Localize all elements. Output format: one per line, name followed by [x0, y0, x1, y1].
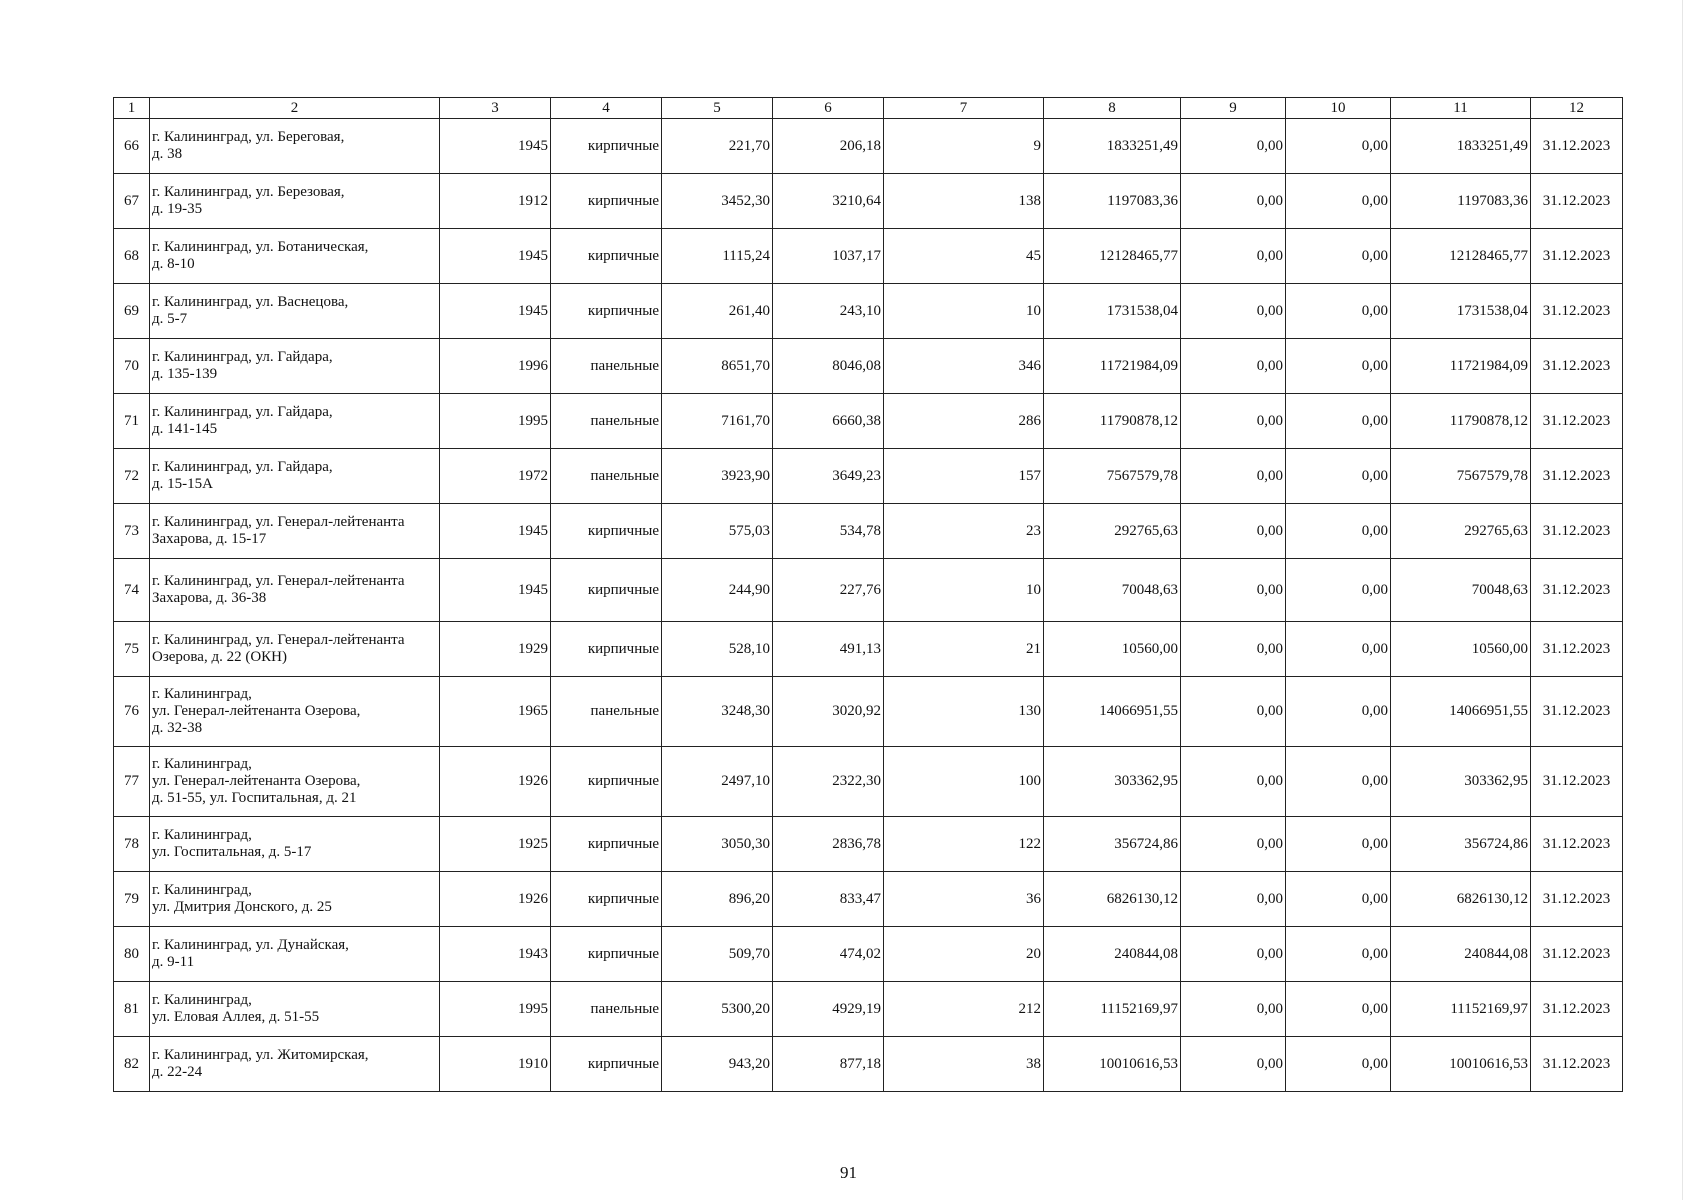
header-cell: 8: [1044, 98, 1181, 119]
residents-cell: 45: [884, 229, 1044, 284]
total-cost-cell: 11152169,97: [1391, 982, 1531, 1037]
value-cell: 0,00: [1286, 394, 1391, 449]
deadline-date-cell: 31.12.2023: [1531, 394, 1623, 449]
total-cost-cell: 11790878,12: [1391, 394, 1531, 449]
deadline-date-cell: 31.12.2023: [1531, 927, 1623, 982]
cost-cell: 7567579,78: [1044, 449, 1181, 504]
residents-cell: 346: [884, 339, 1044, 394]
cost-cell: 11721984,09: [1044, 339, 1181, 394]
table-row: [114, 119, 1623, 174]
row-number: 82: [114, 1037, 150, 1092]
wall-material-cell: кирпичные: [551, 927, 662, 982]
row-number: 70: [114, 339, 150, 394]
deadline-date-cell: 31.12.2023: [1531, 982, 1623, 1037]
year-cell: 1995: [440, 394, 551, 449]
cost-cell: 1833251,49: [1044, 119, 1181, 174]
value-cell: 0,00: [1181, 982, 1286, 1037]
value-cell: 0,00: [1181, 559, 1286, 622]
cost-cell: 10010616,53: [1044, 1037, 1181, 1092]
row-number: 68: [114, 229, 150, 284]
total-area-cell: 2497,10: [662, 747, 773, 817]
living-area-cell: 833,47: [773, 872, 884, 927]
cost-cell: 11152169,97: [1044, 982, 1181, 1037]
residents-cell: 100: [884, 747, 1044, 817]
address-cell: г. Калининград, ул. Гайдара, д. 15-15А: [150, 449, 440, 504]
address-cell: г. Калининград, ул. Береговая, д. 38: [150, 119, 440, 174]
wall-material-cell: кирпичные: [551, 229, 662, 284]
deadline-date-cell: 31.12.2023: [1531, 559, 1623, 622]
deadline-date-cell: 31.12.2023: [1531, 817, 1623, 872]
table-row: [114, 622, 1623, 677]
deadline-date-cell: 31.12.2023: [1531, 119, 1623, 174]
header-cell: 11: [1391, 98, 1531, 119]
table-row: [114, 284, 1623, 339]
living-area-cell: 243,10: [773, 284, 884, 339]
residents-cell: 212: [884, 982, 1044, 1037]
living-area-cell: 8046,08: [773, 339, 884, 394]
total-area-cell: 5300,20: [662, 982, 773, 1037]
living-area-cell: 2836,78: [773, 817, 884, 872]
row-number: 74: [114, 559, 150, 622]
address-cell: г. Калининград, ул. Госпитальная, д. 5-17: [150, 817, 440, 872]
table-row: [114, 559, 1623, 622]
address-cell: г. Калининград, ул. Генерал-лейтенанта Захарова, д. 15-17: [150, 504, 440, 559]
header-row: [114, 98, 1623, 119]
total-area-cell: 244,90: [662, 559, 773, 622]
residents-cell: 36: [884, 872, 1044, 927]
cost-cell: 70048,63: [1044, 559, 1181, 622]
wall-material-cell: панельные: [551, 394, 662, 449]
value-cell: 0,00: [1286, 1037, 1391, 1092]
year-cell: 1926: [440, 872, 551, 927]
wall-material-cell: кирпичные: [551, 817, 662, 872]
value-cell: 0,00: [1181, 817, 1286, 872]
residents-cell: 130: [884, 677, 1044, 747]
total-cost-cell: 1731538,04: [1391, 284, 1531, 339]
value-cell: 0,00: [1286, 622, 1391, 677]
total-area-cell: 3050,30: [662, 817, 773, 872]
residents-cell: 122: [884, 817, 1044, 872]
row-number: 66: [114, 119, 150, 174]
total-area-cell: 575,03: [662, 504, 773, 559]
total-cost-cell: 240844,08: [1391, 927, 1531, 982]
year-cell: 1965: [440, 677, 551, 747]
total-area-cell: 3923,90: [662, 449, 773, 504]
address-cell: г. Калининград, ул. Васнецова, д. 5-7: [150, 284, 440, 339]
row-number: 77: [114, 747, 150, 817]
year-cell: 1945: [440, 284, 551, 339]
address-cell: г. Калининград, ул. Дунайская, д. 9-11: [150, 927, 440, 982]
value-cell: 0,00: [1181, 284, 1286, 339]
value-cell: 0,00: [1181, 119, 1286, 174]
total-area-cell: 261,40: [662, 284, 773, 339]
year-cell: 1943: [440, 927, 551, 982]
table-row: [114, 817, 1623, 872]
living-area-cell: 534,78: [773, 504, 884, 559]
year-cell: 1926: [440, 747, 551, 817]
deadline-date-cell: 31.12.2023: [1531, 1037, 1623, 1092]
header-cell: 7: [884, 98, 1044, 119]
year-cell: 1945: [440, 559, 551, 622]
total-area-cell: 1115,24: [662, 229, 773, 284]
table-row: [114, 449, 1623, 504]
cost-cell: 11790878,12: [1044, 394, 1181, 449]
value-cell: 0,00: [1286, 449, 1391, 504]
residents-cell: 38: [884, 1037, 1044, 1092]
cost-cell: 10560,00: [1044, 622, 1181, 677]
wall-material-cell: кирпичные: [551, 872, 662, 927]
deadline-date-cell: 31.12.2023: [1531, 747, 1623, 817]
living-area-cell: 6660,38: [773, 394, 884, 449]
total-area-cell: 8651,70: [662, 339, 773, 394]
cost-cell: 1731538,04: [1044, 284, 1181, 339]
total-area-cell: 509,70: [662, 927, 773, 982]
header-cell: 12: [1531, 98, 1623, 119]
living-area-cell: 4929,19: [773, 982, 884, 1037]
total-cost-cell: 12128465,77: [1391, 229, 1531, 284]
value-cell: 0,00: [1181, 504, 1286, 559]
header-cell: 4: [551, 98, 662, 119]
address-cell: г. Калининград, ул. Житомирская, д. 22-24: [150, 1037, 440, 1092]
total-cost-cell: 7567579,78: [1391, 449, 1531, 504]
table-body: [114, 119, 1623, 1092]
deadline-date-cell: 31.12.2023: [1531, 622, 1623, 677]
total-cost-cell: 70048,63: [1391, 559, 1531, 622]
deadline-date-cell: 31.12.2023: [1531, 677, 1623, 747]
total-cost-cell: 10560,00: [1391, 622, 1531, 677]
row-number: 72: [114, 449, 150, 504]
address-cell: г. Калининград, ул. Еловая Аллея, д. 51-55: [150, 982, 440, 1037]
year-cell: 1996: [440, 339, 551, 394]
value-cell: 0,00: [1286, 872, 1391, 927]
total-cost-cell: 292765,63: [1391, 504, 1531, 559]
address-cell: г. Калининград, ул. Гайдара, д. 141-145: [150, 394, 440, 449]
deadline-date-cell: 31.12.2023: [1531, 174, 1623, 229]
address-cell: г. Калининград, ул. Дмитрия Донского, д. 25: [150, 872, 440, 927]
value-cell: 0,00: [1181, 622, 1286, 677]
cost-cell: 303362,95: [1044, 747, 1181, 817]
value-cell: 0,00: [1286, 982, 1391, 1037]
header-cell: 1: [114, 98, 150, 119]
total-cost-cell: 1197083,36: [1391, 174, 1531, 229]
year-cell: 1912: [440, 174, 551, 229]
row-number: 81: [114, 982, 150, 1037]
row-number: 76: [114, 677, 150, 747]
living-area-cell: 3649,23: [773, 449, 884, 504]
row-number: 73: [114, 504, 150, 559]
value-cell: 0,00: [1286, 559, 1391, 622]
living-area-cell: 491,13: [773, 622, 884, 677]
year-cell: 1929: [440, 622, 551, 677]
value-cell: 0,00: [1181, 872, 1286, 927]
cost-cell: 6826130,12: [1044, 872, 1181, 927]
value-cell: 0,00: [1286, 677, 1391, 747]
row-number: 80: [114, 927, 150, 982]
deadline-date-cell: 31.12.2023: [1531, 504, 1623, 559]
table-row: [114, 927, 1623, 982]
year-cell: 1995: [440, 982, 551, 1037]
residents-cell: 20: [884, 927, 1044, 982]
residents-cell: 23: [884, 504, 1044, 559]
year-cell: 1945: [440, 119, 551, 174]
total-area-cell: 3452,30: [662, 174, 773, 229]
living-area-cell: 227,76: [773, 559, 884, 622]
value-cell: 0,00: [1286, 229, 1391, 284]
table-row: [114, 339, 1623, 394]
value-cell: 0,00: [1181, 449, 1286, 504]
header-cell: 5: [662, 98, 773, 119]
value-cell: 0,00: [1286, 174, 1391, 229]
page-edge-line: [1682, 0, 1683, 1200]
residents-cell: 9: [884, 119, 1044, 174]
table-row: [114, 872, 1623, 927]
table-row: [114, 1037, 1623, 1092]
value-cell: 0,00: [1286, 284, 1391, 339]
wall-material-cell: кирпичные: [551, 747, 662, 817]
living-area-cell: 877,18: [773, 1037, 884, 1092]
table-row: [114, 747, 1623, 817]
total-cost-cell: 1833251,49: [1391, 119, 1531, 174]
value-cell: 0,00: [1181, 927, 1286, 982]
living-area-cell: 206,18: [773, 119, 884, 174]
value-cell: 0,00: [1286, 339, 1391, 394]
header-cell: 2: [150, 98, 440, 119]
total-cost-cell: 11721984,09: [1391, 339, 1531, 394]
wall-material-cell: кирпичные: [551, 559, 662, 622]
page-number: 91: [840, 1163, 857, 1182]
wall-material-cell: панельные: [551, 449, 662, 504]
table-row: [114, 982, 1623, 1037]
residents-cell: 10: [884, 559, 1044, 622]
header-cell: 10: [1286, 98, 1391, 119]
value-cell: 0,00: [1181, 394, 1286, 449]
table-row: [114, 504, 1623, 559]
living-area-cell: 474,02: [773, 927, 884, 982]
header-cell: 6: [773, 98, 884, 119]
row-number: 67: [114, 174, 150, 229]
year-cell: 1972: [440, 449, 551, 504]
living-area-cell: 3020,92: [773, 677, 884, 747]
address-cell: г. Калининград, ул. Гайдара, д. 135-139: [150, 339, 440, 394]
wall-material-cell: кирпичные: [551, 284, 662, 339]
residents-cell: 10: [884, 284, 1044, 339]
address-cell: г. Калининград, ул. Генерал-лейтенанта Озерова, д. 32-38: [150, 677, 440, 747]
deadline-date-cell: 31.12.2023: [1531, 449, 1623, 504]
value-cell: 0,00: [1181, 229, 1286, 284]
wall-material-cell: кирпичные: [551, 174, 662, 229]
total-area-cell: 528,10: [662, 622, 773, 677]
total-cost-cell: 356724,86: [1391, 817, 1531, 872]
header-cell: 3: [440, 98, 551, 119]
total-area-cell: 7161,70: [662, 394, 773, 449]
value-cell: 0,00: [1286, 927, 1391, 982]
cost-cell: 14066951,55: [1044, 677, 1181, 747]
housing-table: [113, 97, 1623, 1092]
row-number: 69: [114, 284, 150, 339]
value-cell: 0,00: [1286, 504, 1391, 559]
total-area-cell: 896,20: [662, 872, 773, 927]
value-cell: 0,00: [1181, 1037, 1286, 1092]
year-cell: 1910: [440, 1037, 551, 1092]
address-cell: г. Калининград, ул. Березовая, д. 19-35: [150, 174, 440, 229]
total-area-cell: 221,70: [662, 119, 773, 174]
living-area-cell: 2322,30: [773, 747, 884, 817]
row-number: 71: [114, 394, 150, 449]
wall-material-cell: панельные: [551, 982, 662, 1037]
cost-cell: 12128465,77: [1044, 229, 1181, 284]
wall-material-cell: кирпичные: [551, 622, 662, 677]
wall-material-cell: панельные: [551, 677, 662, 747]
value-cell: 0,00: [1286, 119, 1391, 174]
living-area-cell: 3210,64: [773, 174, 884, 229]
row-number: 78: [114, 817, 150, 872]
address-cell: г. Калининград, ул. Генерал-лейтенанта Озерова, д. 22 (ОКН): [150, 622, 440, 677]
total-cost-cell: 6826130,12: [1391, 872, 1531, 927]
cost-cell: 240844,08: [1044, 927, 1181, 982]
deadline-date-cell: 31.12.2023: [1531, 229, 1623, 284]
year-cell: 1945: [440, 504, 551, 559]
residents-cell: 21: [884, 622, 1044, 677]
total-cost-cell: 10010616,53: [1391, 1037, 1531, 1092]
residents-cell: 138: [884, 174, 1044, 229]
deadline-date-cell: 31.12.2023: [1531, 872, 1623, 927]
cost-cell: 1197083,36: [1044, 174, 1181, 229]
value-cell: 0,00: [1181, 339, 1286, 394]
value-cell: 0,00: [1181, 677, 1286, 747]
wall-material-cell: панельные: [551, 339, 662, 394]
address-cell: г. Калининград, ул. Генерал-лейтенанта Озерова, д. 51-55, ул. Госпитальная, д. 21: [150, 747, 440, 817]
table-row: [114, 229, 1623, 284]
total-area-cell: 3248,30: [662, 677, 773, 747]
table-row: [114, 174, 1623, 229]
deadline-date-cell: 31.12.2023: [1531, 284, 1623, 339]
residents-cell: 157: [884, 449, 1044, 504]
table-row: [114, 677, 1623, 747]
row-number: 75: [114, 622, 150, 677]
total-cost-cell: 14066951,55: [1391, 677, 1531, 747]
total-cost-cell: 303362,95: [1391, 747, 1531, 817]
year-cell: 1925: [440, 817, 551, 872]
cost-cell: 356724,86: [1044, 817, 1181, 872]
deadline-date-cell: 31.12.2023: [1531, 339, 1623, 394]
value-cell: 0,00: [1286, 817, 1391, 872]
residents-cell: 286: [884, 394, 1044, 449]
table-row: [114, 394, 1623, 449]
value-cell: 0,00: [1181, 174, 1286, 229]
wall-material-cell: кирпичные: [551, 119, 662, 174]
year-cell: 1945: [440, 229, 551, 284]
row-number: 79: [114, 872, 150, 927]
value-cell: 0,00: [1286, 747, 1391, 817]
total-area-cell: 943,20: [662, 1037, 773, 1092]
header-cell: 9: [1181, 98, 1286, 119]
wall-material-cell: кирпичные: [551, 1037, 662, 1092]
address-cell: г. Калининград, ул. Генерал-лейтенанта Захарова, д. 36-38: [150, 559, 440, 622]
value-cell: 0,00: [1181, 747, 1286, 817]
address-cell: г. Калининград, ул. Ботаническая, д. 8-10: [150, 229, 440, 284]
living-area-cell: 1037,17: [773, 229, 884, 284]
cost-cell: 292765,63: [1044, 504, 1181, 559]
wall-material-cell: кирпичные: [551, 504, 662, 559]
